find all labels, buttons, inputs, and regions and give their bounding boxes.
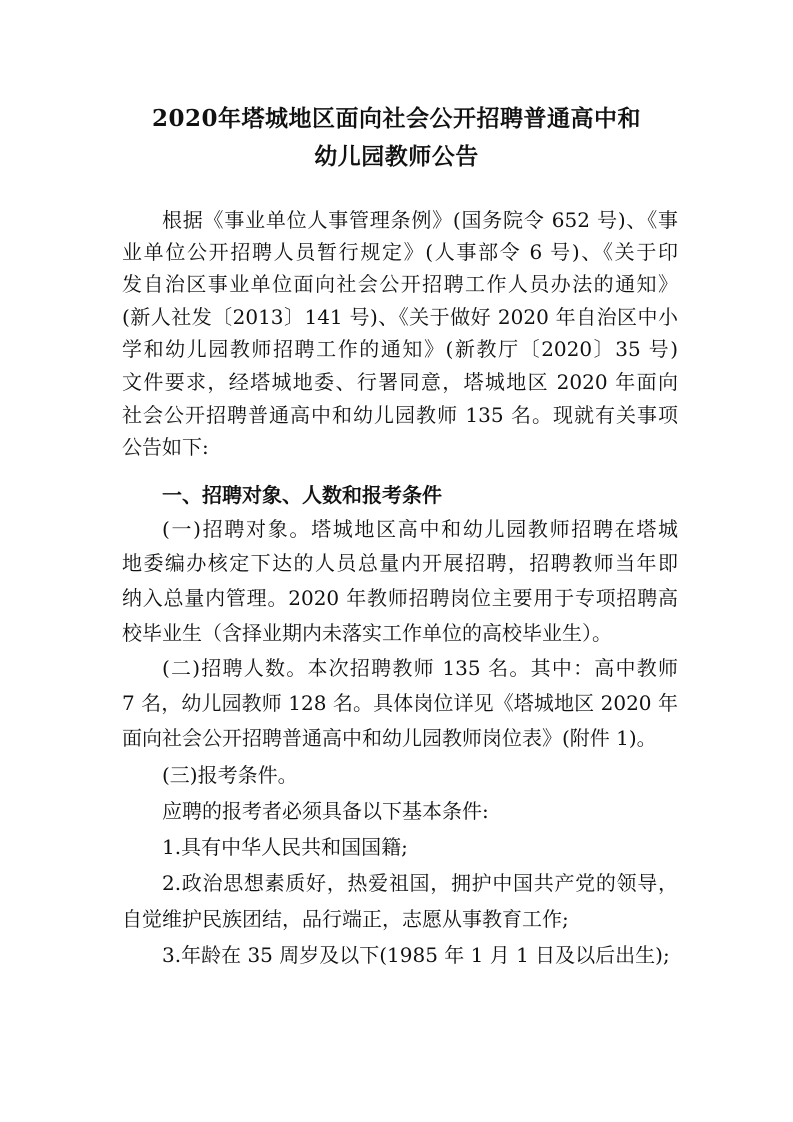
paragraph-line: 公告如下:	[122, 435, 209, 459]
paragraph-line: 地委编办核定下达的人员总量内开展招聘，招聘教师当年即	[122, 551, 678, 575]
paragraph-line: 社会公开招聘普通高中和幼儿园教师 135 名。现就有关事项	[122, 403, 678, 427]
section-heading: 一、招聘对象、人数和报考条件	[162, 483, 442, 507]
list-item: 3.年龄在 35 周岁及以下(1985 年 1 月 1 日及以后出生);	[162, 943, 670, 967]
paragraph-line: 自觉维护民族团结，品行端正，志愿从事教育工作;	[122, 907, 569, 931]
list-item: 1.具有中华人民共和国国籍;	[162, 835, 408, 859]
paragraph-line: (三)报考条件。	[162, 763, 298, 787]
paragraph-line: 根据《事业单位人事管理条例》(国务院令 652 号)、《事	[162, 208, 678, 232]
list-item: 2.政治思想素质好，热爱祖国，拥护中国共产党的领导，	[162, 871, 678, 895]
document-title-line-1: 2020年塔城地区面向社会公开招聘普通高中和	[151, 105, 641, 132]
paragraph-line: 业单位公开招聘人员暂行规定》(人事部令 6 号)、《关于印	[122, 240, 678, 264]
paragraph-line: 发自治区事业单位面向社会公开招聘工作人员办法的通知》	[122, 272, 678, 296]
paragraph-line: (新人社发〔2013〕141 号)、《关于做好 2020 年自治区中小	[122, 305, 678, 329]
paragraph-line: 文件要求，经塔城地委、行署同意，塔城地区 2020 年面向	[122, 370, 678, 394]
paragraph-line: 纳入总量内管理。2020 年教师招聘岗位主要用于专项招聘高	[122, 586, 678, 610]
paragraph-line: (一)招聘对象。塔城地区高中和幼儿园教师招聘在塔城	[162, 517, 678, 541]
paragraph-line: (二)招聘人数。本次招聘教师 135 名。其中：高中教师	[162, 656, 678, 680]
paragraph-line: 校毕业生（含择业期内未落实工作单位的高校毕业生）。	[122, 621, 612, 645]
document-title-line-2: 幼儿园教师公告	[314, 143, 479, 170]
paragraph-line: 应聘的报考者必须具备以下基本条件:	[162, 799, 489, 823]
paragraph-line: 7 名，幼儿园教师 128 名。具体岗位详见《塔城地区 2020 年	[122, 691, 678, 715]
paragraph-line: 学和幼儿园教师招聘工作的通知》(新教厅〔2020〕35 号)	[122, 337, 678, 361]
paragraph-line: 面向社会公开招聘普通高中和幼儿园教师岗位表》(附件 1)。	[122, 726, 657, 750]
